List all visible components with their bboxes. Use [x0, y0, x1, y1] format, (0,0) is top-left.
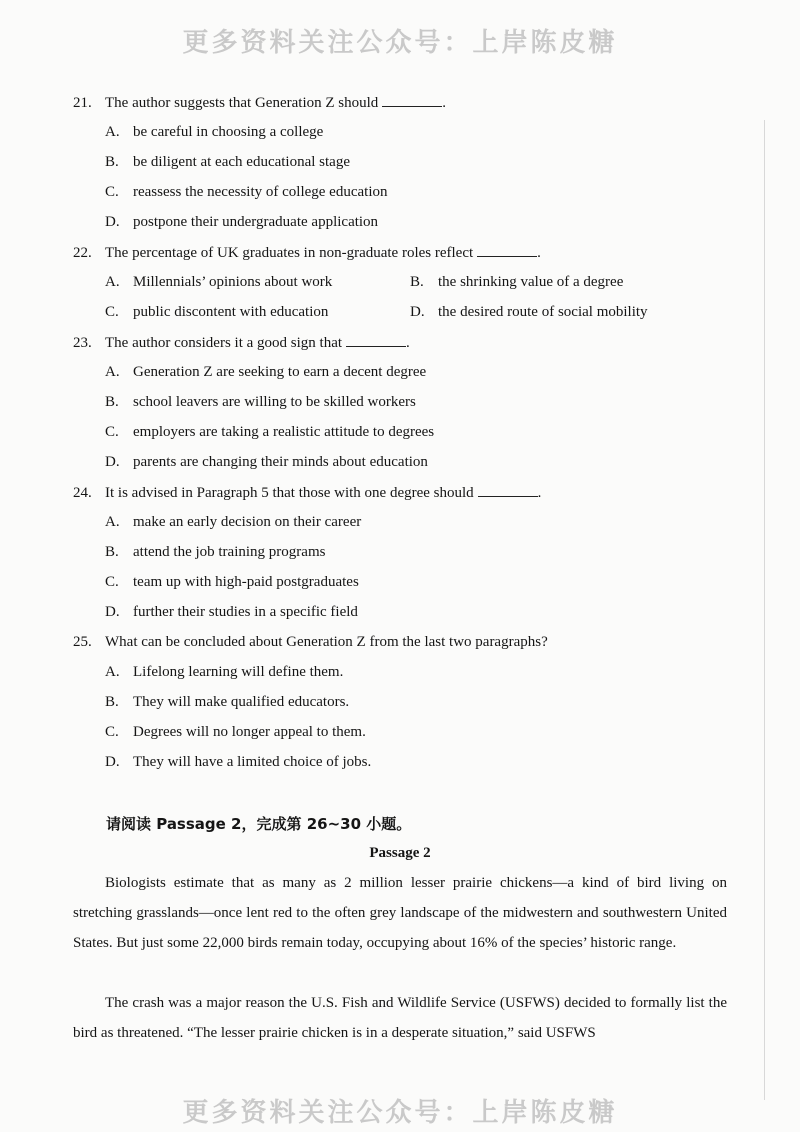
- option-22-c: C. public discontent with education: [105, 304, 329, 320]
- option-22-a: A. Millennials’ opinions about work: [105, 274, 333, 290]
- passage-title: Passage 2: [369, 845, 431, 861]
- option-24-b: B. attend the job training programs: [105, 544, 326, 560]
- answer-blank: [477, 242, 537, 257]
- question-number: 21.: [73, 95, 92, 111]
- question-stem: The author considers it a good sign that: [105, 335, 343, 351]
- option-24-d: D. further their studies in a specific field: [105, 604, 358, 620]
- option-23-a: A. Generation Z are seeking to earn a decent degree: [105, 364, 427, 380]
- watermark-bottom: 更多资料关注公众号：上岸陈皮糖: [182, 1098, 618, 1128]
- question-22: 22. The percentage of UK graduates in non-graduate roles reflect .: [73, 242, 541, 263]
- passage-paragraph-2: The crash was a major reason the U.S. Fish and Wildlife Service (USFWS) decided to formally list the bird as threatened. “The lesser prairie chicken is in a desperate situation,” said USFWS: [73, 995, 727, 1041]
- option-23-d: D. parents are changing their minds about education: [105, 454, 428, 470]
- option-24-c: C. team up with high-paid postgraduates: [105, 574, 359, 590]
- option-23-b: B. school leavers are willing to be skilled workers: [105, 394, 416, 410]
- question-23: 23. The author considers it a good sign that .: [73, 332, 410, 353]
- answer-blank: [382, 92, 442, 107]
- question-number: 24.: [73, 485, 92, 501]
- option-25-b: B. They will make qualified educators.: [105, 694, 350, 710]
- question-stem: What can be concluded about Generation Z from the last two paragraphs?: [105, 634, 548, 650]
- question-stem: The author suggests that Generation Z should: [105, 95, 379, 111]
- option-22-b: B. the shrinking value of a degree: [410, 274, 624, 290]
- question-stem: The percentage of UK graduates in non-graduate roles reflect: [105, 245, 474, 261]
- option-23-c: C. employers are taking a realistic attitude to degrees: [105, 424, 435, 440]
- option-21-d: D. postpone their undergraduate application: [105, 214, 379, 230]
- scan-edge-line: [764, 120, 765, 1100]
- option-25-d: D. They will have a limited choice of jobs.: [105, 754, 372, 770]
- option-21-c: C. reassess the necessity of college education: [105, 184, 388, 200]
- passage-instruction: 请阅读 Passage 2，完成第 26~30 小题。: [106, 815, 412, 833]
- answer-blank: [478, 482, 538, 497]
- option-21-b: B. be diligent at each educational stage: [105, 154, 350, 170]
- option-22-d: D. the desired route of social mobility: [410, 304, 648, 320]
- watermark-top: 更多资料关注公众号：上岸陈皮糖: [182, 28, 618, 58]
- option-25-c: C. Degrees will no longer appeal to them.: [105, 724, 366, 740]
- answer-blank: [346, 332, 406, 347]
- question-number: 23.: [73, 335, 92, 351]
- passage-paragraph-1: Biologists estimate that as many as 2 million lesser prairie chickens—a kind of bird living on stretching grasslands—once lent red to the often grey landscape of the midwestern and southwestern United States. But just some 22,000 birds remain today, occupying about 16% of the species’ historic range.: [73, 875, 727, 951]
- option-25-a: A. Lifelong learning will define them.: [105, 664, 344, 680]
- question-25: [73, 632, 548, 652]
- question-number: 22.: [73, 245, 92, 261]
- option-24-a: A. make an early decision on their career: [105, 514, 362, 530]
- option-21-a: A. be careful in choosing a college: [105, 124, 324, 140]
- question-24: 24. It is advised in Paragraph 5 that those with one degree should .: [73, 482, 541, 503]
- question-21: 21. The author suggests that Generation Z should .: [73, 92, 446, 113]
- question-stem: It is advised in Paragraph 5 that those with one degree should: [105, 485, 474, 501]
- question-number: 25.: [73, 634, 92, 650]
